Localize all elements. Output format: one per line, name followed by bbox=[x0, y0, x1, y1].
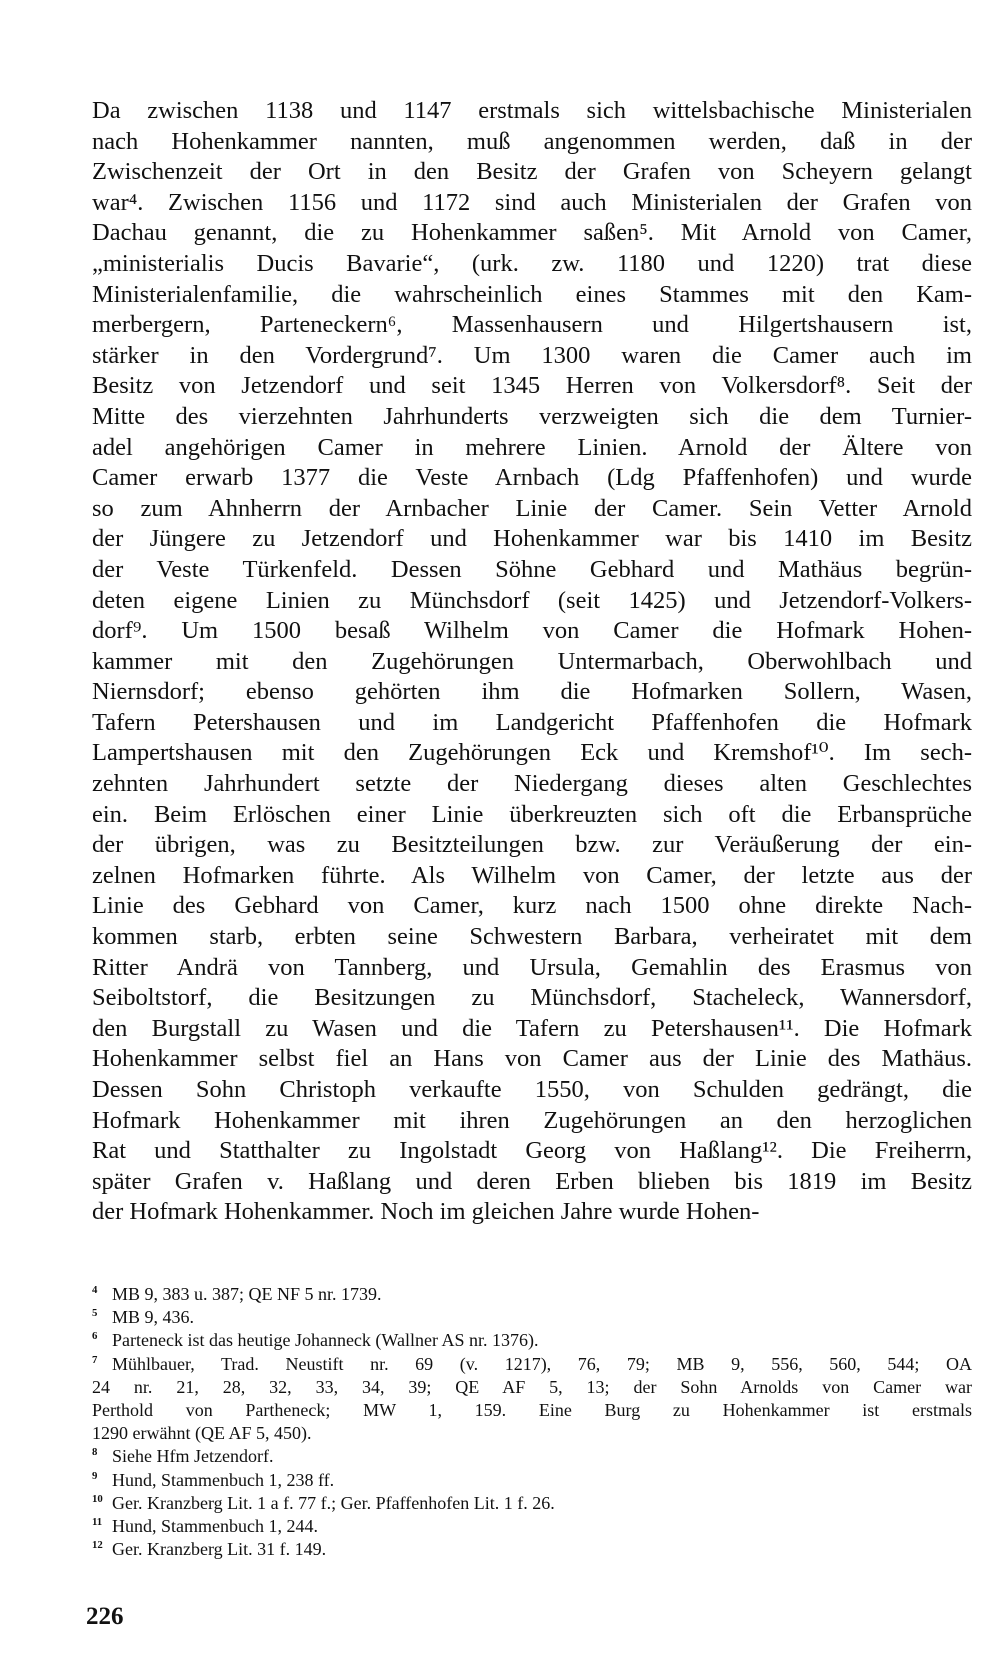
footnote-line bbox=[92, 1376, 972, 1399]
body-line: zelnen Hofmarken führte. Als Wilhelm von Camer, der letzte aus der bbox=[92, 861, 972, 889]
footnote-line: 11 Hund, Stammenbuch 1, 244. bbox=[92, 1516, 318, 1537]
body-line: Lampertshausen mit den Zugehörungen Eck und Kremshof¹⁰. Im sech- bbox=[92, 739, 972, 767]
body-line: adel angehörigen Camer in mehrere Linien. Arnold der Ältere von bbox=[92, 433, 972, 461]
body-line: nach Hohenkammer nannten, muß angenommen werden, daß in der bbox=[92, 127, 972, 155]
footnote-line: 12 Ger. Kranzberg Lit. 31 f. 149. bbox=[92, 1539, 327, 1560]
footnotes bbox=[92, 1283, 972, 1561]
body-line: Ministerialenfamilie, die wahrscheinlich eines Stammes mit den Kam- bbox=[92, 280, 972, 308]
body-line: den Burgstall zu Wasen und die Tafern zu Petershausen¹¹. Die Hofmark bbox=[92, 1014, 972, 1042]
footnote-line: 5 MB 9, 436. bbox=[92, 1307, 195, 1328]
footnote-line: 8 Siehe Hfm Jetzendorf. bbox=[92, 1446, 274, 1467]
footnote-text: 1290 erwähnt (QE AF 5, 450). bbox=[92, 1423, 312, 1444]
footnote-line bbox=[92, 1399, 972, 1422]
body-line: Hohenkammer selbst fiel an Hans von Camer aus der Linie des Mathäus. bbox=[92, 1045, 972, 1073]
body-line: ein. Beim Erlöschen einer Linie überkreuzten sich oft die Erbansprüche bbox=[92, 800, 972, 828]
body-line: Ritter Andrä von Tannberg, und Ursula, Gemahlin des Erasmus von bbox=[92, 953, 972, 981]
footnote-text: Siehe Hfm Jetzendorf. bbox=[112, 1446, 274, 1467]
body-line: Niernsdorf; ebenso gehörten ihm die Hofmarken Sollern, Wasen, bbox=[92, 678, 972, 706]
body-line: der Hofmark Hohenkammer. Noch im gleichen Jahre wurde Hohen- bbox=[92, 1198, 760, 1226]
body-line: Da zwischen 1138 und 1147 erstmals sich wittelsbachische Ministerialen bbox=[92, 97, 972, 124]
body-line: später Grafen v. Haßlang und deren Erben blieben bis 1819 im Besitz bbox=[92, 1167, 972, 1195]
footnote-text: Perthold von Partheneck; MW 1, 159. Eine Burg zu Hohenkammer ist erstmals bbox=[92, 1400, 972, 1421]
footnote-text: 24 nr. 21, 28, 32, 33, 34, 39; QE AF 5, 13; der Sohn Arnolds von Camer war bbox=[92, 1376, 972, 1397]
main-paragraph bbox=[92, 96, 972, 1228]
body-line: Dessen Sohn Christoph verkaufte 1550, von Schulden gedrängt, die bbox=[92, 1076, 972, 1103]
footnote-text: Hund, Stammenbuch 1, 244. bbox=[112, 1516, 318, 1537]
footnote-line: 9 Hund, Stammenbuch 1, 238 ff. bbox=[92, 1469, 335, 1490]
page-number: 226 bbox=[86, 1603, 124, 1630]
footnote-line: 6 Parteneck ist das heutige Johanneck (Wallner AS nr. 1376). bbox=[92, 1330, 539, 1351]
body-line: Tafern Petershausen und im Landgericht Pfaffenhofen die Hofmark bbox=[92, 708, 972, 736]
body-line: kommen starb, erbten seine Schwestern Barbara, verheiratet mit dem bbox=[92, 923, 972, 951]
footnote-line: 4 MB 9, 383 u. 387; QE NF 5 nr. 1739. bbox=[92, 1284, 382, 1304]
footnote-line: 10 Ger. Kranzberg Lit. 1 a f. 77 f.; Ger. Pfaffenhofen Lit. 1 f. 26. bbox=[92, 1492, 555, 1513]
footnote-text: Ger. Kranzberg Lit. 1 a f. 77 f.; Ger. Pfaffenhofen Lit. 1 f. 26. bbox=[112, 1492, 555, 1513]
footnote-text: Ger. Kranzberg Lit. 31 f. 149. bbox=[112, 1539, 327, 1560]
body-line: Hofmark Hohenkammer mit ihren Zugehörungen an den herzoglichen bbox=[92, 1106, 972, 1134]
body-line: war⁴. Zwischen 1156 und 1172 sind auch Ministerialen der Grafen von bbox=[92, 188, 972, 216]
footnote-text: MB 9, 383 u. 387; QE NF 5 nr. 1739. bbox=[112, 1284, 382, 1304]
body-line: so zum Ahnherrn der Arnbacher Linie der Camer. Sein Vetter Arnold bbox=[92, 494, 972, 522]
body-line: Mitte des vierzehnten Jahrhunderts verzweigten sich die dem Turnier- bbox=[92, 402, 972, 430]
body-line: der übrigen, was zu Besitzteilungen bzw. zur Veräußerung der ein- bbox=[92, 831, 972, 859]
body-line: der Veste Türkenfeld. Dessen Söhne Gebhard und Mathäus begrün- bbox=[92, 555, 972, 583]
body-line: Seiboltstorf, die Besitzungen zu Münchsdorf, Stacheleck, Wannersdorf, bbox=[92, 984, 972, 1012]
body-line: „ministerialis Ducis Bavarie“, (urk. zw. 1180 und 1220) trat diese bbox=[92, 249, 972, 277]
body-line: Dachau genannt, die zu Hohenkammer saßen⁵. Mit Arnold von Camer, bbox=[92, 219, 972, 247]
body-line: stärker in den Vordergrund⁷. Um 1300 waren die Camer auch im bbox=[92, 341, 972, 369]
footnote-line bbox=[92, 1422, 972, 1445]
body-line: kammer mit den Zugehörungen Untermarbach, Oberwohlbach und bbox=[92, 647, 972, 675]
body-line: Camer erwarb 1377 die Veste Arnbach (Ldg Pfaffenhofen) und wurde bbox=[92, 464, 972, 492]
body-line: dorf⁹. Um 1500 besaß Wilhelm von Camer die Hofmark Hohen- bbox=[92, 617, 972, 645]
body-line: Rat und Statthalter zu Ingolstadt Georg von Haßlang¹². Die Freiherrn, bbox=[92, 1137, 972, 1165]
footnote-text: Parteneck ist das heutige Johanneck (Wallner AS nr. 1376). bbox=[112, 1330, 539, 1351]
body-line: Besitz von Jetzendorf und seit 1345 Herren von Volkersdorf⁸. Seit der bbox=[92, 372, 972, 400]
footnote-text: Hund, Stammenbuch 1, 238 ff. bbox=[112, 1469, 335, 1490]
body-line: zehnten Jahrhundert setzte der Niedergang dieses alten Geschlechtes bbox=[92, 770, 972, 798]
footnote-line: 7 Mühlbauer, Trad. Neustift nr. 69 (v. 1217), 76, 79; MB 9, 556, 560, 544; OA bbox=[92, 1353, 972, 1374]
footnote-text: Mühlbauer, Trad. Neustift nr. 69 (v. 1217), 76, 79; MB 9, 556, 560, 544; OA bbox=[112, 1353, 972, 1374]
body-line: merbergern, Parteneckern⁶, Massenhausern und Hilgertshausern ist, bbox=[92, 311, 972, 339]
page-body bbox=[92, 96, 972, 1228]
body-line: Linie des Gebhard von Camer, kurz nach 1500 ohne direkte Nach- bbox=[92, 892, 972, 920]
footnote-text: MB 9, 436. bbox=[112, 1307, 195, 1328]
body-line: Zwischenzeit der Ort in den Besitz der Grafen von Scheyern gelangt bbox=[92, 158, 972, 186]
body-line: der Jüngere zu Jetzendorf und Hohenkammer war bis 1410 im Besitz bbox=[92, 525, 972, 553]
body-line: deten eigene Linien zu Münchsdorf (seit 1425) und Jetzendorf-Volkers- bbox=[92, 586, 972, 614]
